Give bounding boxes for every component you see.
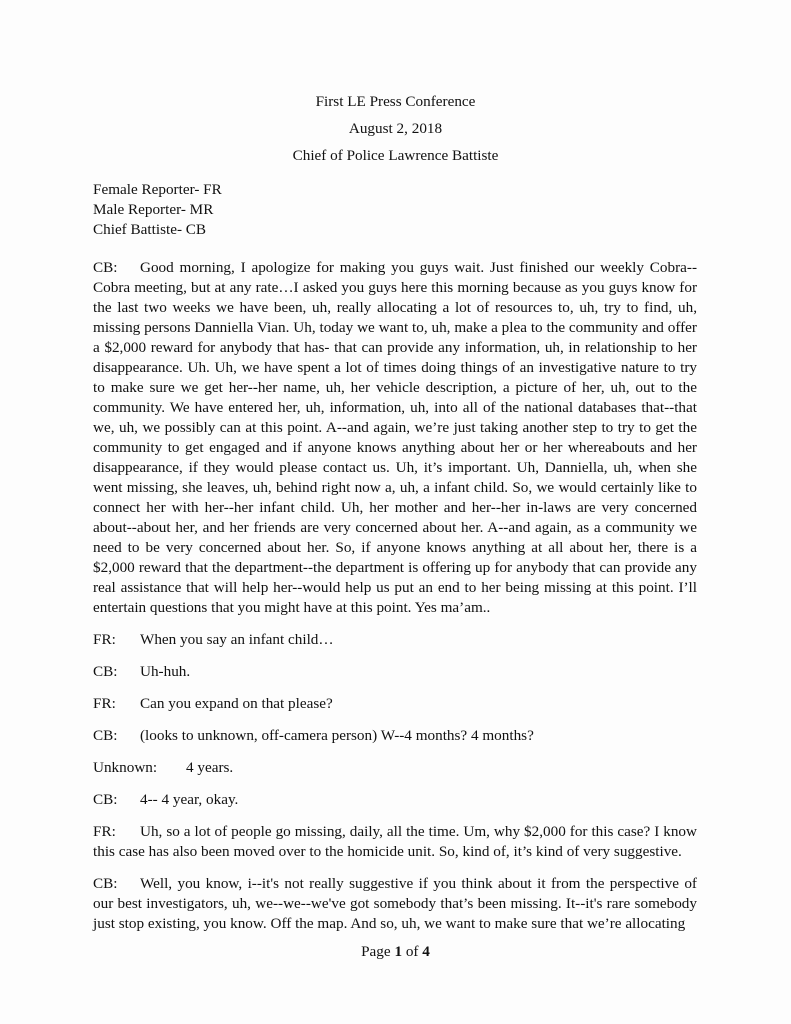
legend-item-chief: Chief Battiste- CB xyxy=(93,221,207,238)
document-subtitle: Chief of Police Lawrence Battiste xyxy=(292,147,499,164)
document-title: First LE Press Conference xyxy=(315,93,476,110)
transcript-body xyxy=(93,258,697,946)
turn-text: When you say an infant child… xyxy=(140,631,334,648)
transcript-turn xyxy=(93,258,697,618)
page-word: Page xyxy=(361,943,391,960)
total-page-count: 4 xyxy=(422,943,430,960)
transcript-turn xyxy=(93,790,697,810)
turn-text: Uh, so a lot of people go missing, daily, all the time. Um, why $2,000 for this case? I know this case has also been moved over to the homicide unit. So, kind of, it’s kind of very suggestive. xyxy=(93,823,697,860)
speaker-label: CB: xyxy=(93,663,118,680)
speaker-label: FR: xyxy=(93,823,116,840)
speaker-label: CB: xyxy=(93,875,118,892)
legend-item-male-reporter: Male Reporter- MR xyxy=(93,201,214,218)
document-date: August 2, 2018 xyxy=(348,120,443,137)
transcript-turn xyxy=(93,822,697,862)
of-word: of xyxy=(405,943,419,960)
speaker-label: Unknown: xyxy=(93,759,158,776)
turn-text: (looks to unknown, off-camera person) W--4 months? 4 months? xyxy=(140,727,534,744)
transcript-turn xyxy=(93,874,697,934)
transcript-turn xyxy=(93,694,697,714)
speaker-label: CB: xyxy=(93,727,118,744)
speaker-label: CB: xyxy=(93,259,118,276)
turn-text: 4 years. xyxy=(186,759,234,776)
transcript-turn xyxy=(93,630,697,650)
transcript-turn xyxy=(93,662,697,682)
turn-text: 4-- 4 year, okay. xyxy=(140,791,239,808)
speaker-label: FR: xyxy=(93,631,116,648)
page-number-footer xyxy=(0,942,791,962)
speaker-label: FR: xyxy=(93,695,116,712)
turn-text: Uh-huh. xyxy=(140,663,191,680)
transcript-turn xyxy=(93,758,697,778)
speaker-label: CB: xyxy=(93,791,118,808)
speaker-legend xyxy=(93,180,222,240)
turn-text: Good morning, I apologize for making you guys wait. Just finished our weekly Cobra--Cobra meeting, but at any rate…I asked you guys here this morning because as you guys know for the last two weeks we have been, uh, really allocating a lot of resources to, uh, try to find, uh, missing persons Danniella Vian. Uh, today we want to, uh, make a plea to the community and offer a $2,000 reward for anybody that has- that can provide any information, uh, in relationship to her disappearance. Uh. Uh, we have spent a lot of times doing things of an investigative nature to try to make sure we get her--her name, uh, her vehicle description, a picture of her, uh, out to the community. We have entered her, uh, information, uh, into all of the national databases that--that we, uh, we possibly can at this point. A--and again, we’re just taking another step to try to get the community to get engaged and if anyone knows anything about her or her whereabouts and her disappearance, if they would please contact us. Uh, it’s important. Uh, Danniella, uh, when she went missing, she leaves, uh, behind right now a, uh, a infant child. So, we would certainly like to connect her with her--her infant child. Uh, her mother and her--her in-laws are very concerned about--about her, and her friends are very concerned about her. A--and again, as a community we need to be very concerned about her. So, if anyone knows anything at all about her, there is a $2,000 reward that the department--the department is offering up for anybody that can provide any real assistance that will help her--would help us put an end to her being missing at this point. I’ll entertain questions that you might have at this point. Yes ma’am.. xyxy=(93,259,697,616)
legend-item-female-reporter: Female Reporter- FR xyxy=(93,181,222,198)
turn-text: Can you expand on that please? xyxy=(140,695,333,712)
transcript-turn xyxy=(93,726,697,746)
current-page-number: 1 xyxy=(394,943,403,960)
turn-text: Well, you know, i--it's not really suggestive if you think about it from the perspective of our best investigators, uh, we--we--we've got somebody that’s been missing. It--it's rare somebody just stop existing, you know. Off the map. And so, uh, we want to make sure that we’re allocating xyxy=(93,875,697,932)
